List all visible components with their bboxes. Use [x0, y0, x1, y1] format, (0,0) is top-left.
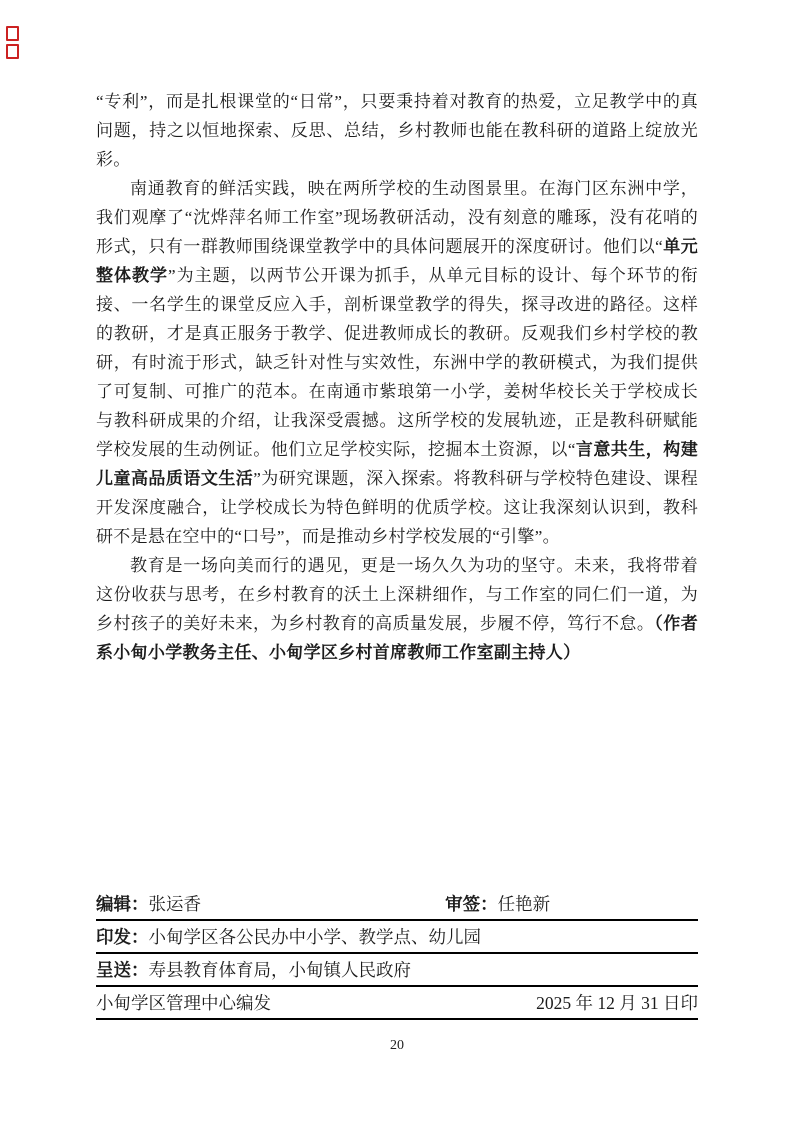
- footer-row: [96, 921, 698, 954]
- footer-label: 审签：: [445, 893, 498, 914]
- article-body: [96, 87, 698, 667]
- paragraph: [96, 174, 698, 551]
- text-run: 教育是一场向美而行的遇见，更是一场久久为功的坚守。未来，我将带着这份收获与思考，在乡村教育的沃土上深耕细作，与工作室的同仁们一道，为乡村孩子的美好未来，为乡村教育的高质量发展，步履不停，笃行不怠。: [96, 556, 698, 633]
- footer-cell: [96, 893, 445, 914]
- text-run: ”为主题，以两节公开课为抓手，从单元目标的设计、每个环节的衔接、一名学生的课堂反应入手，剖析课堂教学的得失，探寻改进的路径。这样的教研，才是真正服务于教学、促进教师成长的教研。反观我们乡村学校的教研，有时流于形式，缺乏针对性与实效性，东洲中学的教研模式，为我们提供了可复制、可推广的范本。在南通市紫琅第一小学，姜树华校长关于学校成长与教科研成果的介绍，让我深受震撼。这所学校的发展轨迹，正是教科研赋能学校发展的生动例证。他们立足学校实际，挖掘本土资源，以“: [96, 266, 699, 459]
- footer-label: 编辑：: [96, 893, 149, 914]
- red-stamp-mark-icon: [6, 44, 19, 59]
- footer-row: [96, 954, 698, 987]
- footer-value: 2025 年 12 月 31 日印: [536, 992, 698, 1013]
- footer-value: 任艳新: [497, 893, 551, 914]
- text-run: 单元整体教学: [96, 237, 698, 285]
- paragraph: [96, 551, 698, 667]
- red-stamp-mark-icon: [6, 26, 19, 41]
- footer-row: [96, 987, 698, 1020]
- footer-table: [96, 888, 698, 1020]
- footer-value: 张运香: [148, 893, 201, 914]
- footer-label: 呈送：: [96, 959, 149, 980]
- footer-value: 小甸学区各公民办中小学、教学点、幼儿园: [148, 926, 481, 947]
- footer-label: 印发：: [96, 926, 149, 947]
- text-run: 南通教育的鲜活实践，映在两所学校的生动图景里。在海门区东洲中学，我们观摩了“沈烨萍名师工作室”现场教研活动，没有刻意的雕琢，没有花哨的形式，只有一群教师围绕课堂教学中的具体问题展开的深度研讨。他们以“: [96, 179, 698, 256]
- footer-row: [96, 888, 698, 921]
- paragraph: [96, 87, 698, 174]
- text-run: 言意共生，构建儿童高品质语文生活: [96, 440, 698, 488]
- text-run: （作者系小甸小学教务主任、小甸学区乡村首席教师工作室副主持人）: [96, 614, 698, 662]
- text-run: “专利”，而是扎根课堂的“日常”，只要秉持着对教育的热爱，立足教学中的真问题，持之以恒地探索、反思、总结，乡村教师也能在教科研的道路上绽放光彩。: [96, 92, 698, 169]
- text-run: ”为研究课题，深入探索。将教科研与学校特色建设、课程开发深度融合，让学校成长为特色鲜明的优质学校。这让我深刻认识到，教科研不是悬在空中的“口号”，而是推动乡村学校发展的“引擎”。: [96, 469, 698, 546]
- footer-value: 小甸学区管理中心编发: [96, 992, 271, 1013]
- footer-value: 寿县教育体育局，小甸镇人民政府: [148, 959, 411, 980]
- footer-cell: [445, 893, 698, 914]
- page-number: 20: [390, 1038, 404, 1053]
